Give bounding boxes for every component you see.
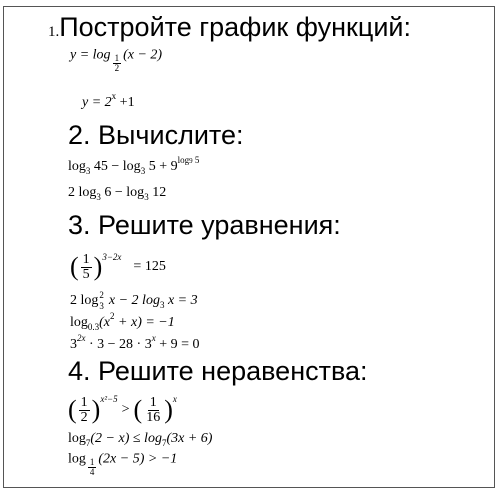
expression-2-1: $\log_3 45 - \log_3 5 + 9^{log9 5}$ [68, 155, 200, 176]
heading-1 [48, 12, 411, 47]
heading-3: 3. Решите уравнения: [68, 210, 341, 240]
equation-3-4: $3^{2x} \cdot 3 - 28 \cdot 3^x + 9 = 0$ [70, 333, 200, 352]
inequality-4-1: ( $\frac{1}{2}$ ) x²−5 > ( $\frac{1}{16}$ ) x [68, 394, 177, 425]
inequality-4-2: $\log_7(2 - x) \le \log_7(3x + 6)$ [68, 431, 213, 448]
formula-1-1: y = log $\frac{1}{2}$ (x − 2) [70, 47, 163, 73]
heading-4: 4. Решите неравенства: [68, 356, 368, 386]
equation-3-3: $\log_{0.3}(x^2 + x) = -1$ [70, 311, 175, 332]
heading-2: 2. Вычислите: [68, 120, 244, 150]
equation-3-1: ( $\frac{1}{5}$ ) 3−2x = 125 [70, 251, 166, 282]
inequality-4-3: log $\frac{1}{4}$ (2x − 5) > −1 [68, 451, 178, 477]
equation-3-2: 2 log 2 3 x − 2 $\log_3 x = 3$ [70, 290, 198, 311]
formula-1-2: $y = 2^x +1$ [82, 91, 135, 110]
heading-1-text: Постройте график функций: [59, 12, 411, 42]
expression-2-2: 2 $\log_3 6 - \log_3 12$ [68, 185, 167, 202]
heading-1-number: 1. [48, 24, 60, 40]
